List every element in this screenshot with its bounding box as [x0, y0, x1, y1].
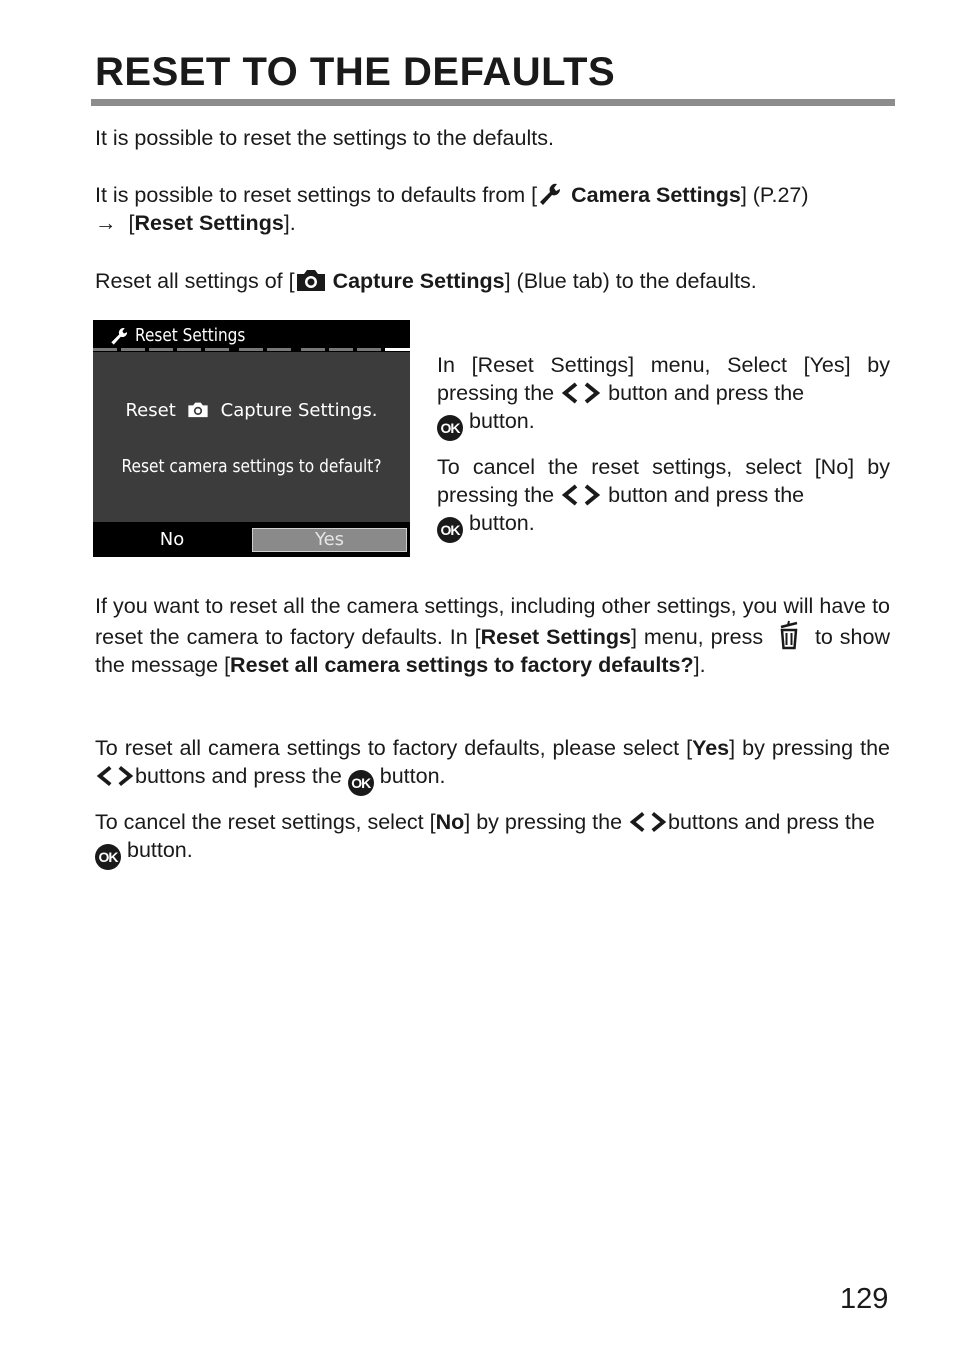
camera-icon	[187, 401, 209, 418]
ok-button-icon: OK	[437, 517, 463, 543]
title-rule	[91, 99, 895, 106]
ok-button-icon: OK	[95, 844, 121, 870]
factory-reset-text: If you want to reset all the camera settings, including other settings, you will have to reset the camera to factory defaults. In [Reset Settings] menu, press to show the message [Reset all camera settings to factory defaults?].	[95, 594, 891, 677]
trash-icon	[777, 620, 801, 650]
select-yes-instruction: In [Reset Settings] menu, Select [Yes] by pressing the button and press the OK button.	[437, 351, 890, 441]
intro-text: It is possible to reset the settings to the defaults.	[95, 126, 554, 150]
screen-message-question: Reset camera settings to default?	[121, 457, 382, 477]
left-right-arrows-icon	[628, 810, 668, 834]
screen-header-title: Reset Settings	[135, 325, 246, 346]
wrench-icon	[537, 182, 565, 206]
select-no-instruction: To cancel the reset settings, select [No] by pressing the button and press the OK button.	[437, 453, 890, 543]
screen-tabs	[93, 348, 410, 352]
page-number: 129	[840, 1283, 889, 1315]
path-text: It is possible to reset settings to defaults from [ Camera Settings] (P.27) → [Reset Settings].	[95, 183, 809, 235]
camera-icon	[295, 268, 327, 292]
screen-message-reset: Reset Capture Settings.	[125, 400, 378, 421]
left-right-arrows-icon	[560, 381, 602, 405]
capture-text: Reset all settings of [ Capture Settings] (Blue tab) to the defaults.	[95, 269, 757, 293]
ok-button-icon: OK	[348, 770, 374, 796]
no-button[interactable]: No	[159, 529, 185, 550]
screen-header	[93, 320, 410, 352]
camera-screen	[93, 320, 410, 557]
wrench-icon	[109, 326, 131, 346]
screen-footer	[93, 522, 410, 557]
ok-button-icon: OK	[437, 415, 463, 441]
page-title: RESET TO THE DEFAULTS	[95, 50, 616, 94]
reset-no-text: To cancel the reset settings, select [No] by pressing the buttons and press the OK button.	[95, 808, 890, 870]
left-right-arrows-icon	[560, 483, 602, 507]
left-right-arrows-icon	[95, 764, 135, 788]
reset-yes-text: To reset all camera settings to factory defaults, please select [Yes] by pressing the buttons and press the OK button.	[95, 734, 890, 796]
yes-button[interactable]: Yes	[252, 528, 407, 552]
